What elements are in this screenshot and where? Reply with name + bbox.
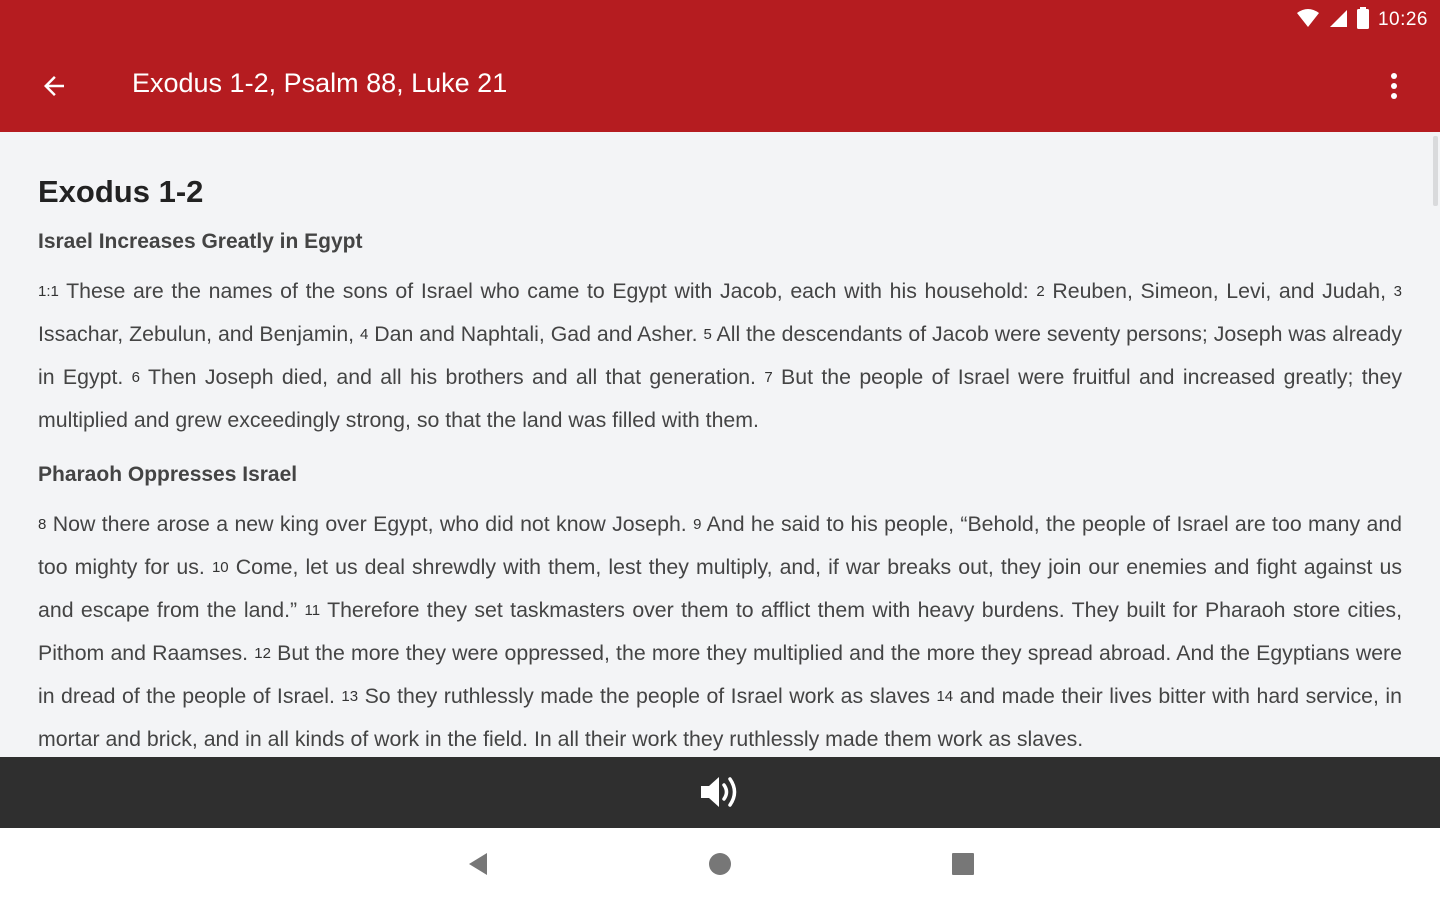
nav-home-button[interactable] — [698, 842, 742, 886]
more-vert-icon — [1390, 72, 1398, 100]
wifi-icon — [1296, 8, 1320, 33]
scrollbar-thumb[interactable] — [1433, 136, 1438, 206]
verse-number: 5 — [703, 326, 712, 343]
cell-signal-icon — [1328, 8, 1348, 33]
verse-number: 7 — [764, 369, 773, 386]
section-heading: Israel Increases Greatly in Egypt — [38, 230, 363, 253]
status-bar — [0, 0, 1440, 40]
verse-number: 3 — [1393, 283, 1402, 300]
audio-play-button[interactable] — [696, 769, 744, 815]
reading-content[interactable] — [0, 132, 1440, 828]
nav-back-button[interactable] — [456, 842, 500, 886]
app-bar — [0, 40, 1440, 132]
verse-text: Then Joseph died, and all his brothers and all that generation. — [147, 365, 756, 389]
section-heading: Pharaoh Oppresses Israel — [38, 463, 298, 486]
status-time: 10:26 — [1377, 9, 1428, 30]
verse-text: These are the names of the sons of Israel who came to Egypt with Jacob, each with his household: — [66, 279, 1029, 303]
nav-back-icon — [466, 852, 490, 876]
nav-home-icon — [708, 852, 732, 876]
verse-number: 10 — [211, 559, 229, 576]
page-title: Exodus 1-2, Psalm 88, Luke 21 — [132, 68, 508, 98]
verse-text: And he said to his people, “Behold, the people of Israel are too many and too mighty for us. — [38, 512, 1403, 579]
verse-text: But the more they were oppressed, the more they multiplied and the more they spread abroad. And the Egyptians were in dread of the people of Israel. — [38, 641, 1402, 708]
verse-number: 8 — [38, 516, 47, 533]
verse-text: Dan and Naphtali, Gad and Asher. — [374, 322, 698, 346]
passage-paragraph — [38, 270, 1402, 441]
speaker-volume-icon — [699, 773, 741, 811]
audio-bar — [0, 757, 1440, 828]
verse-text: Issachar, Zebulun, and Benjamin, — [38, 322, 355, 346]
verse-number: 4 — [360, 326, 369, 343]
verse-text: All the descendants of Jacob were seventy persons; Joseph was already in Egypt. — [38, 322, 1402, 389]
verse-number: 13 — [341, 688, 359, 705]
overflow-menu-button[interactable] — [1366, 58, 1422, 114]
nav-recents-button[interactable] — [941, 842, 985, 886]
verse-text: and made their lives bitter with hard service, in mortar and brick, and in all kinds of work in the field. In all their work they ruthlessly made them work as slaves. — [38, 684, 1402, 751]
verse-text: Come, let us deal shrewdly with them, lest they multiply, and, if war breaks out, they join our enemies and fight against us and escape from the land.” — [38, 555, 1403, 622]
back-button[interactable] — [26, 58, 82, 114]
arrow-left-icon — [39, 71, 69, 101]
verse-text: So they ruthlessly made the people of Israel work as slaves — [364, 684, 930, 708]
chapter-title: Exodus 1-2 — [38, 174, 204, 209]
verse-number: 1:1 — [38, 283, 59, 300]
verse-number: 2 — [1036, 283, 1045, 300]
passage-paragraph — [38, 503, 1402, 760]
verse-text: Reuben, Simeon, Levi, and Judah, — [1052, 279, 1387, 303]
verse-text: Therefore they set taskmasters over them to afflict them with heavy burdens. They built for Pharaoh store cities, Pithom and Raamses. — [38, 598, 1402, 665]
battery-icon — [1356, 7, 1370, 34]
verse-text: But the people of Israel were fruitful and increased greatly; they multiplied and grew exceedingly strong, so that the land was filled with them. — [38, 365, 1403, 432]
status-icons — [1296, 7, 1428, 33]
verse-number: 6 — [131, 369, 141, 386]
verse-number: 11 — [304, 602, 321, 619]
verse-number: 12 — [254, 645, 271, 662]
nav-recents-icon — [951, 852, 975, 876]
system-nav-bar — [0, 828, 1440, 900]
verse-number: 9 — [693, 516, 702, 533]
verse-text: Now there arose a new king over Egypt, who did not know Joseph. — [52, 512, 687, 536]
verse-number: 14 — [936, 688, 954, 705]
